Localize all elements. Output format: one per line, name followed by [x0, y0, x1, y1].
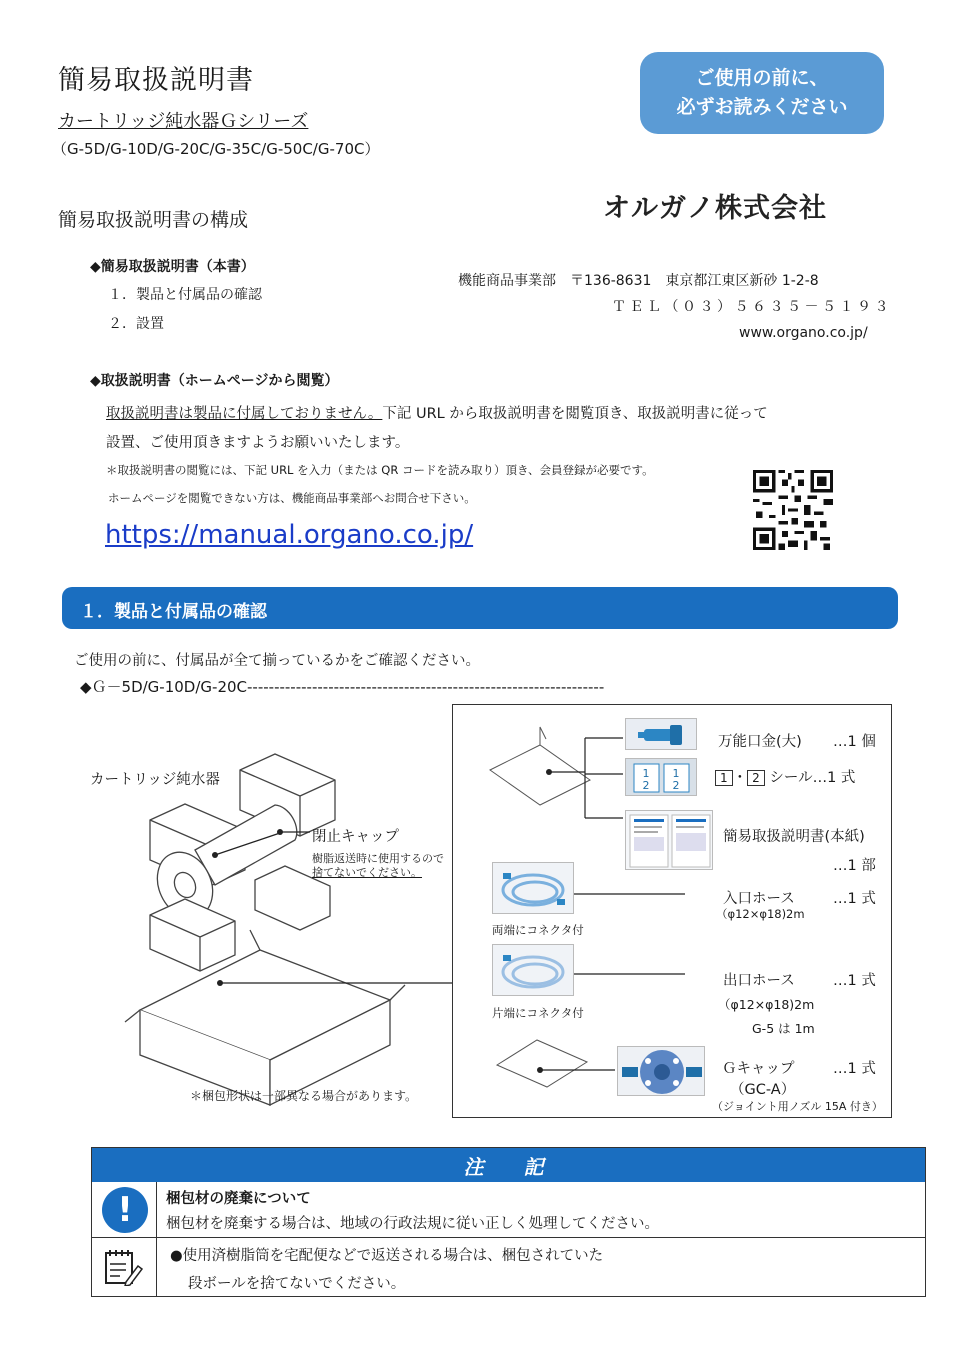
closing-cap-label: 閉止キャップ: [312, 829, 399, 845]
structure-sub1: １．製品と付属品の確認: [108, 287, 262, 303]
model-list: （G-5D/G-10D/G-20C/G-35C/G-50C/G-70C）: [52, 140, 380, 158]
series-name: カートリッジ純水器Ｇシリーズ: [58, 111, 309, 132]
packaging-note: ＊梱包形状は一部異なる場合があります。: [190, 1089, 418, 1103]
outlet-hose-qty: …1 式: [833, 973, 876, 989]
outlet-hose-image: [492, 944, 574, 996]
outlet-hose-spec-g5: G-5 は 1m: [752, 1021, 815, 1036]
read-first-badge: [640, 52, 884, 134]
outlet-hose-spec: （φ12×φ18)2m: [718, 997, 815, 1012]
website-link[interactable]: www.organo.co.jp/: [739, 325, 868, 341]
manual-note-2: ホームページを閲覧できない方は、機能商品事業部へお問合せ下さい。: [108, 491, 476, 505]
notes-row-return: [92, 1238, 925, 1296]
manual-paragraph-1: [106, 402, 768, 423]
inlet-hose-spec: （φ12×φ18)2m: [716, 907, 805, 921]
sticker-image: [625, 758, 697, 796]
adapter-qty: …1 個: [833, 734, 876, 750]
g-cap-note: （ジョイント用ノズル 15A 付き）: [712, 1100, 883, 1113]
disposal-text: 梱包材を廃棄する場合は、地域の行政法規に従い正しく処理してください。: [166, 1216, 659, 1232]
cap-note-line1: 樹脂返送時に使用するので: [312, 852, 444, 865]
model-group-label: ◆Ｇ－5D/G-10D/G-20C------------------------------------------------------------------: [80, 678, 605, 696]
address-line: 機能商品事業部 〒136-8631 東京都江東区新砂 1-2-8: [458, 273, 819, 289]
notes-row-disposal: [92, 1182, 925, 1238]
svg-text:1: 1: [672, 767, 680, 780]
packaging-illustration: [80, 700, 460, 1110]
qr-code: [753, 470, 833, 550]
manual-note-1: ＊取扱説明書の閲覧には、下記 URL を入力（または QR コードを読み取り）頂き、会員登録が必要です。: [106, 463, 654, 477]
manual-paragraph-2: 設置、ご使用頂きますようお願いいたします。: [106, 435, 410, 451]
return-text-line1: ●使用済樹脂筒を宅配便などで返送される場合は、梱包されていた: [170, 1248, 604, 1264]
notice-line1: ご使用の前に、: [695, 67, 829, 89]
inlet-hose-image: [492, 862, 574, 914]
manual-not-included: 取扱説明書は製品に付属しておりません。: [106, 406, 383, 422]
svg-text:1: 1: [642, 767, 650, 780]
cartridge-label: カートリッジ純水器: [90, 772, 220, 788]
sticker-label-row: [715, 766, 855, 787]
svg-text:2: 2: [642, 779, 650, 792]
structure-heading: 簡易取扱説明書の構成: [58, 209, 249, 231]
document-title: 簡易取扱説明書: [58, 65, 254, 96]
structure-main-item: ◆簡易取扱説明書（本書）: [90, 259, 255, 275]
g-cap-name: Ｇキャップ: [722, 1061, 795, 1077]
manual-qty: …1 部: [833, 858, 876, 874]
sticker-separator: ・: [732, 770, 748, 786]
return-text-line2: 段ボールを捨てないでください。: [188, 1276, 406, 1292]
phone-number: ＴＥＬ（０３）５６３５－５１９３: [612, 299, 892, 315]
notes-divider: [156, 1182, 157, 1238]
manual-view-instructions: 下記 URL から取扱説明書を閲覧頂き、取扱説明書に従って: [382, 406, 768, 422]
adapter-name: 万能口金(大): [718, 734, 802, 750]
company-logo: オルガノ株式会社: [603, 193, 827, 224]
notes-heading: 注 記: [92, 1148, 925, 1182]
manual-url-link[interactable]: https://manual.organo.co.jp/: [105, 520, 474, 550]
notes-divider-2: [156, 1238, 157, 1296]
outlet-hose-name: 出口ホース: [723, 973, 795, 989]
disposal-title: 梱包材の廃棄について: [166, 1191, 311, 1207]
notes-box: [91, 1147, 926, 1297]
inlet-hose-qty: …1 式: [833, 891, 876, 907]
sticker-box-1: 1: [715, 770, 733, 786]
manual-thumbnail: [625, 810, 713, 870]
cap-note-line2: 捨てないでください。: [312, 866, 422, 879]
inlet-hose-caption: 両端にコネクタ付: [492, 923, 584, 937]
outlet-hose-caption: 片端にコネクタ付: [492, 1006, 584, 1020]
g-cap-qty: …1 式: [833, 1061, 876, 1077]
structure-manual-item: ◆取扱説明書（ホームページから閲覧）: [90, 373, 339, 389]
memo-icon: [104, 1248, 144, 1286]
structure-sub2: ２．設置: [108, 316, 164, 332]
g-cap-code: （GC-A）: [730, 1082, 796, 1098]
adapter-image: [625, 718, 697, 750]
notice-line2: 必ずお読みください: [676, 96, 848, 118]
section1-heading: １．製品と付属品の確認: [62, 587, 898, 629]
sticker-box-2: 2: [747, 770, 765, 786]
g-cap-image: [617, 1046, 705, 1096]
exclamation-icon: !: [102, 1187, 148, 1233]
sticker-name: シール…1 式: [769, 770, 856, 786]
svg-text:2: 2: [672, 779, 680, 792]
check-instruction: ご使用の前に、付属品が全て揃っているかをご確認ください。: [74, 653, 480, 669]
inlet-hose-name: 入口ホース: [723, 891, 795, 907]
manual-name: 簡易取扱説明書(本紙): [723, 829, 865, 845]
